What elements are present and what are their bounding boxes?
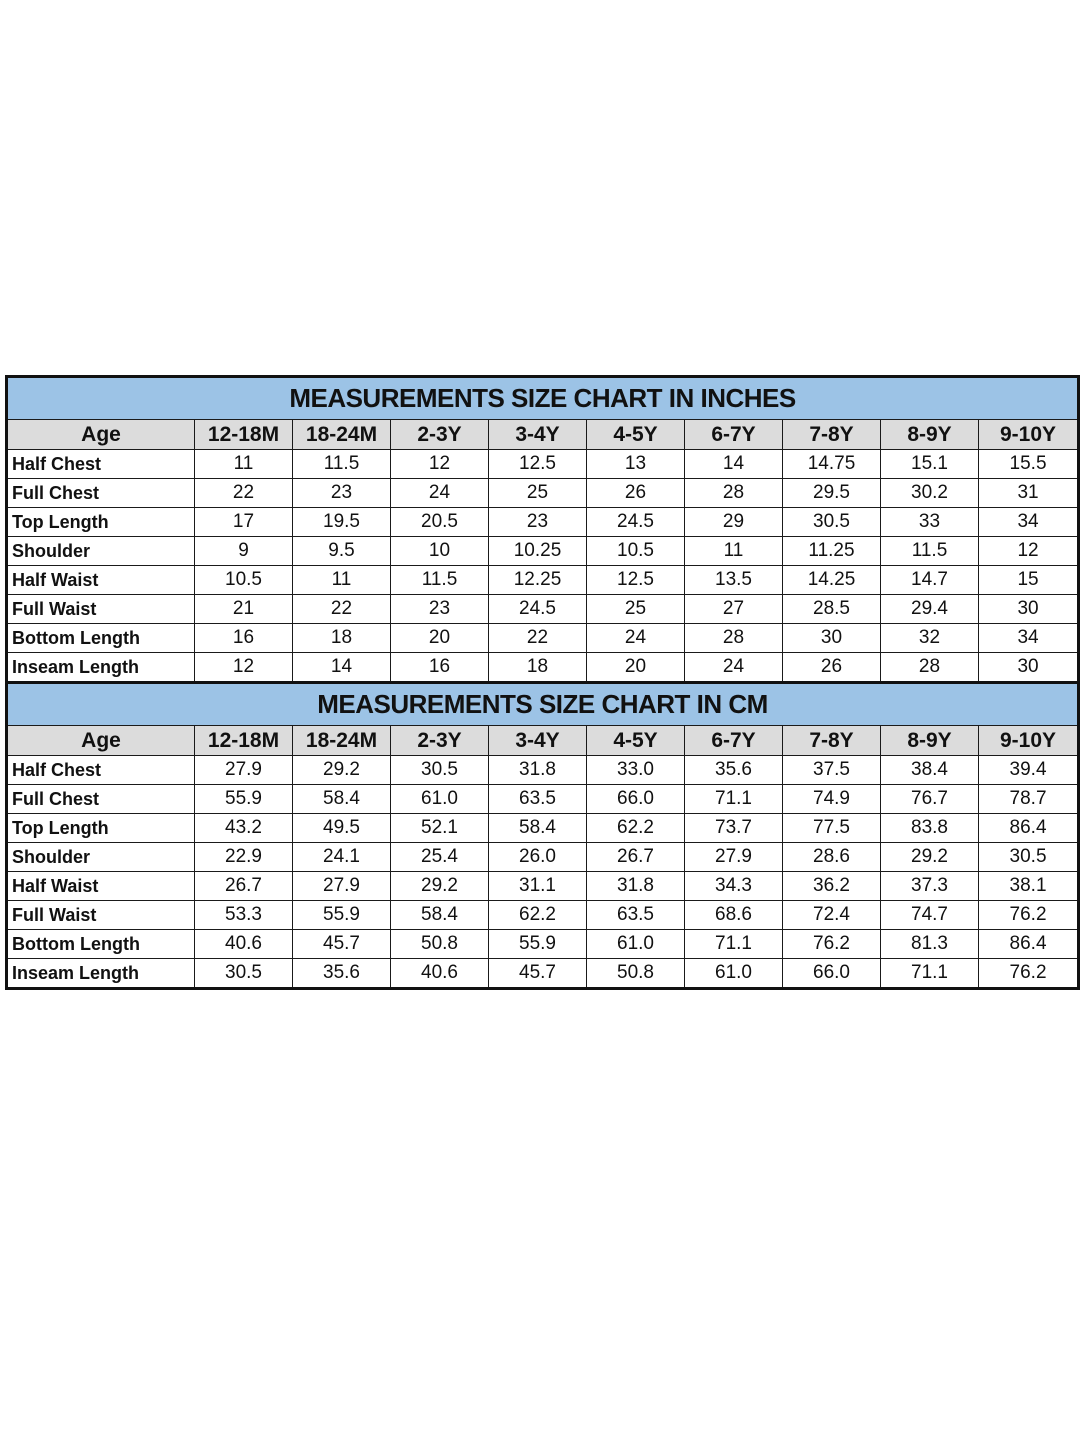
measurement-value: 26.0	[489, 843, 587, 872]
size-chart	[5, 375, 1077, 990]
table-row	[7, 508, 1079, 537]
measurement-value: 10.5	[587, 537, 685, 566]
measurement-label: Shoulder	[7, 843, 195, 872]
measurement-value: 50.8	[391, 930, 489, 959]
measurement-value: 12.5	[489, 450, 587, 479]
chart-title-row	[7, 683, 1079, 726]
measurement-value: 62.2	[587, 814, 685, 843]
chart-title: MEASUREMENTS SIZE CHART IN CM	[7, 683, 1079, 726]
measurement-value: 81.3	[881, 930, 979, 959]
measurement-label: Full Chest	[7, 479, 195, 508]
measurement-value: 45.7	[489, 959, 587, 989]
size-column-header: 8-9Y	[881, 726, 979, 756]
measurement-value: 61.0	[587, 930, 685, 959]
measurement-value: 9.5	[293, 537, 391, 566]
measurement-value: 14	[293, 653, 391, 683]
measurement-value: 24.5	[587, 508, 685, 537]
table-row	[7, 537, 1079, 566]
measurement-value: 28	[685, 624, 783, 653]
measurement-value: 86.4	[979, 814, 1079, 843]
size-chart-table	[5, 375, 1080, 990]
measurement-value: 18	[293, 624, 391, 653]
measurement-label: Half Waist	[7, 566, 195, 595]
measurement-value: 24	[685, 653, 783, 683]
measurement-value: 63.5	[587, 901, 685, 930]
measurement-value: 40.6	[391, 959, 489, 989]
measurement-value: 31.8	[587, 872, 685, 901]
measurement-label: Half Chest	[7, 450, 195, 479]
measurement-value: 76.2	[979, 959, 1079, 989]
size-column-header: 18-24M	[293, 726, 391, 756]
measurement-value: 24	[587, 624, 685, 653]
size-column-header: 8-9Y	[881, 420, 979, 450]
measurement-value: 15.1	[881, 450, 979, 479]
measurement-value: 63.5	[489, 785, 587, 814]
measurement-value: 27	[685, 595, 783, 624]
size-column-header: 7-8Y	[783, 726, 881, 756]
measurement-value: 11	[293, 566, 391, 595]
size-column-header: 9-10Y	[979, 420, 1079, 450]
measurement-value: 13.5	[685, 566, 783, 595]
measurement-label: Full Waist	[7, 595, 195, 624]
measurement-value: 12	[391, 450, 489, 479]
measurement-value: 58.4	[489, 814, 587, 843]
chart-title: MEASUREMENTS SIZE CHART IN INCHES	[7, 377, 1079, 420]
measurement-value: 35.6	[685, 756, 783, 785]
size-column-header: 2-3Y	[391, 420, 489, 450]
measurement-value: 22.9	[195, 843, 293, 872]
size-column-header: 12-18M	[195, 420, 293, 450]
measurement-label: Full Chest	[7, 785, 195, 814]
measurement-value: 11.5	[881, 537, 979, 566]
measurement-value: 23	[391, 595, 489, 624]
measurement-value: 66.0	[587, 785, 685, 814]
size-column-header: 3-4Y	[489, 726, 587, 756]
measurement-value: 31	[979, 479, 1079, 508]
measurement-value: 37.3	[881, 872, 979, 901]
measurement-value: 9	[195, 537, 293, 566]
measurement-label: Full Waist	[7, 901, 195, 930]
measurement-value: 34.3	[685, 872, 783, 901]
measurement-value: 26.7	[195, 872, 293, 901]
measurement-value: 31.8	[489, 756, 587, 785]
size-column-header: 6-7Y	[685, 726, 783, 756]
measurement-value: 31.1	[489, 872, 587, 901]
measurement-value: 30	[979, 595, 1079, 624]
measurement-value: 12	[979, 537, 1079, 566]
measurement-value: 43.2	[195, 814, 293, 843]
table-row	[7, 624, 1079, 653]
measurement-value: 34	[979, 624, 1079, 653]
table-row	[7, 785, 1079, 814]
measurement-value: 30.5	[391, 756, 489, 785]
measurement-value: 14.75	[783, 450, 881, 479]
measurement-value: 29.2	[391, 872, 489, 901]
measurement-value: 15.5	[979, 450, 1079, 479]
chart-title-row	[7, 377, 1079, 420]
measurement-value: 14	[685, 450, 783, 479]
size-column-header: 6-7Y	[685, 420, 783, 450]
measurement-value: 26	[783, 653, 881, 683]
size-chart-section	[7, 683, 1079, 989]
size-column-header: 12-18M	[195, 726, 293, 756]
measurement-value: 23	[293, 479, 391, 508]
measurement-value: 76.2	[783, 930, 881, 959]
table-row	[7, 479, 1079, 508]
measurement-value: 58.4	[293, 785, 391, 814]
measurement-value: 11	[195, 450, 293, 479]
measurement-value: 30.5	[979, 843, 1079, 872]
measurement-value: 27.9	[685, 843, 783, 872]
measurement-value: 38.1	[979, 872, 1079, 901]
measurement-value: 73.7	[685, 814, 783, 843]
measurement-value: 38.4	[881, 756, 979, 785]
measurement-value: 34	[979, 508, 1079, 537]
measurement-value: 86.4	[979, 930, 1079, 959]
measurement-value: 22	[489, 624, 587, 653]
measurement-value: 14.25	[783, 566, 881, 595]
measurement-label: Inseam Length	[7, 959, 195, 989]
measurement-value: 35.6	[293, 959, 391, 989]
measurement-value: 25	[489, 479, 587, 508]
measurement-value: 26.7	[587, 843, 685, 872]
measurement-value: 14.7	[881, 566, 979, 595]
measurement-value: 78.7	[979, 785, 1079, 814]
measurement-value: 71.1	[881, 959, 979, 989]
size-column-header: 9-10Y	[979, 726, 1079, 756]
table-row	[7, 959, 1079, 989]
measurement-value: 25	[587, 595, 685, 624]
table-row	[7, 930, 1079, 959]
measurement-value: 17	[195, 508, 293, 537]
measurement-value: 71.1	[685, 930, 783, 959]
measurement-value: 29.5	[783, 479, 881, 508]
measurement-value: 28	[685, 479, 783, 508]
measurement-value: 12.5	[587, 566, 685, 595]
measurement-label: Inseam Length	[7, 653, 195, 683]
measurement-value: 29.2	[881, 843, 979, 872]
measurement-value: 16	[195, 624, 293, 653]
measurement-value: 45.7	[293, 930, 391, 959]
measurement-value: 61.0	[685, 959, 783, 989]
table-row	[7, 653, 1079, 683]
header-row	[7, 726, 1079, 756]
size-column-header: 7-8Y	[783, 420, 881, 450]
measurement-value: 61.0	[391, 785, 489, 814]
measurement-value: 32	[881, 624, 979, 653]
measurement-value: 76.7	[881, 785, 979, 814]
measurement-value: 20	[587, 653, 685, 683]
size-column-header: 2-3Y	[391, 726, 489, 756]
measurement-value: 21	[195, 595, 293, 624]
measurement-value: 24.1	[293, 843, 391, 872]
measurement-value: 13	[587, 450, 685, 479]
measurement-value: 74.7	[881, 901, 979, 930]
measurement-label: Top Length	[7, 814, 195, 843]
measurement-value: 30	[979, 653, 1079, 683]
measurement-value: 25.4	[391, 843, 489, 872]
measurement-label: Half Chest	[7, 756, 195, 785]
measurement-value: 27.9	[293, 872, 391, 901]
table-row	[7, 843, 1079, 872]
measurement-value: 55.9	[195, 785, 293, 814]
header-row	[7, 420, 1079, 450]
measurement-value: 83.8	[881, 814, 979, 843]
measurement-value: 20	[391, 624, 489, 653]
measurement-value: 55.9	[489, 930, 587, 959]
measurement-value: 11.25	[783, 537, 881, 566]
measurement-value: 30.5	[783, 508, 881, 537]
measurement-value: 33	[881, 508, 979, 537]
measurement-value: 26	[587, 479, 685, 508]
measurement-label: Bottom Length	[7, 930, 195, 959]
measurement-value: 49.5	[293, 814, 391, 843]
measurement-value: 16	[391, 653, 489, 683]
measurement-value: 33.0	[587, 756, 685, 785]
measurement-value: 27.9	[195, 756, 293, 785]
table-row	[7, 756, 1079, 785]
table-row	[7, 814, 1079, 843]
measurement-value: 52.1	[391, 814, 489, 843]
measurement-value: 29	[685, 508, 783, 537]
measurement-value: 62.2	[489, 901, 587, 930]
table-row	[7, 872, 1079, 901]
measurement-value: 30.5	[195, 959, 293, 989]
measurement-value: 71.1	[685, 785, 783, 814]
measurement-value: 76.2	[979, 901, 1079, 930]
measurement-value: 20.5	[391, 508, 489, 537]
measurement-value: 10	[391, 537, 489, 566]
measurement-value: 37.5	[783, 756, 881, 785]
measurement-value: 77.5	[783, 814, 881, 843]
measurement-value: 19.5	[293, 508, 391, 537]
measurement-label: Shoulder	[7, 537, 195, 566]
table-row	[7, 901, 1079, 930]
measurement-value: 66.0	[783, 959, 881, 989]
size-chart-section	[7, 377, 1079, 683]
size-column-header: 18-24M	[293, 420, 391, 450]
measurement-label: Half Waist	[7, 872, 195, 901]
age-header: Age	[7, 420, 195, 450]
table-row	[7, 595, 1079, 624]
measurement-value: 24	[391, 479, 489, 508]
measurement-value: 30	[783, 624, 881, 653]
measurement-label: Top Length	[7, 508, 195, 537]
measurement-value: 72.4	[783, 901, 881, 930]
measurement-value: 10.5	[195, 566, 293, 595]
size-column-header: 4-5Y	[587, 726, 685, 756]
measurement-value: 12.25	[489, 566, 587, 595]
measurement-value: 28	[881, 653, 979, 683]
measurement-value: 10.25	[489, 537, 587, 566]
measurement-value: 22	[195, 479, 293, 508]
measurement-value: 18	[489, 653, 587, 683]
size-column-header: 4-5Y	[587, 420, 685, 450]
measurement-value: 30.2	[881, 479, 979, 508]
measurement-value: 40.6	[195, 930, 293, 959]
measurement-value: 58.4	[391, 901, 489, 930]
measurement-value: 50.8	[587, 959, 685, 989]
measurement-value: 36.2	[783, 872, 881, 901]
measurement-value: 29.2	[293, 756, 391, 785]
measurement-value: 12	[195, 653, 293, 683]
measurement-value: 55.9	[293, 901, 391, 930]
measurement-value: 23	[489, 508, 587, 537]
table-row	[7, 450, 1079, 479]
age-header: Age	[7, 726, 195, 756]
measurement-value: 68.6	[685, 901, 783, 930]
measurement-value: 53.3	[195, 901, 293, 930]
measurement-value: 15	[979, 566, 1079, 595]
table-row	[7, 566, 1079, 595]
measurement-value: 74.9	[783, 785, 881, 814]
measurement-value: 11	[685, 537, 783, 566]
measurement-value: 11.5	[391, 566, 489, 595]
measurement-value: 39.4	[979, 756, 1079, 785]
size-column-header: 3-4Y	[489, 420, 587, 450]
measurement-value: 24.5	[489, 595, 587, 624]
measurement-value: 22	[293, 595, 391, 624]
measurement-value: 28.6	[783, 843, 881, 872]
measurement-value: 28.5	[783, 595, 881, 624]
measurement-value: 29.4	[881, 595, 979, 624]
measurement-label: Bottom Length	[7, 624, 195, 653]
measurement-value: 11.5	[293, 450, 391, 479]
